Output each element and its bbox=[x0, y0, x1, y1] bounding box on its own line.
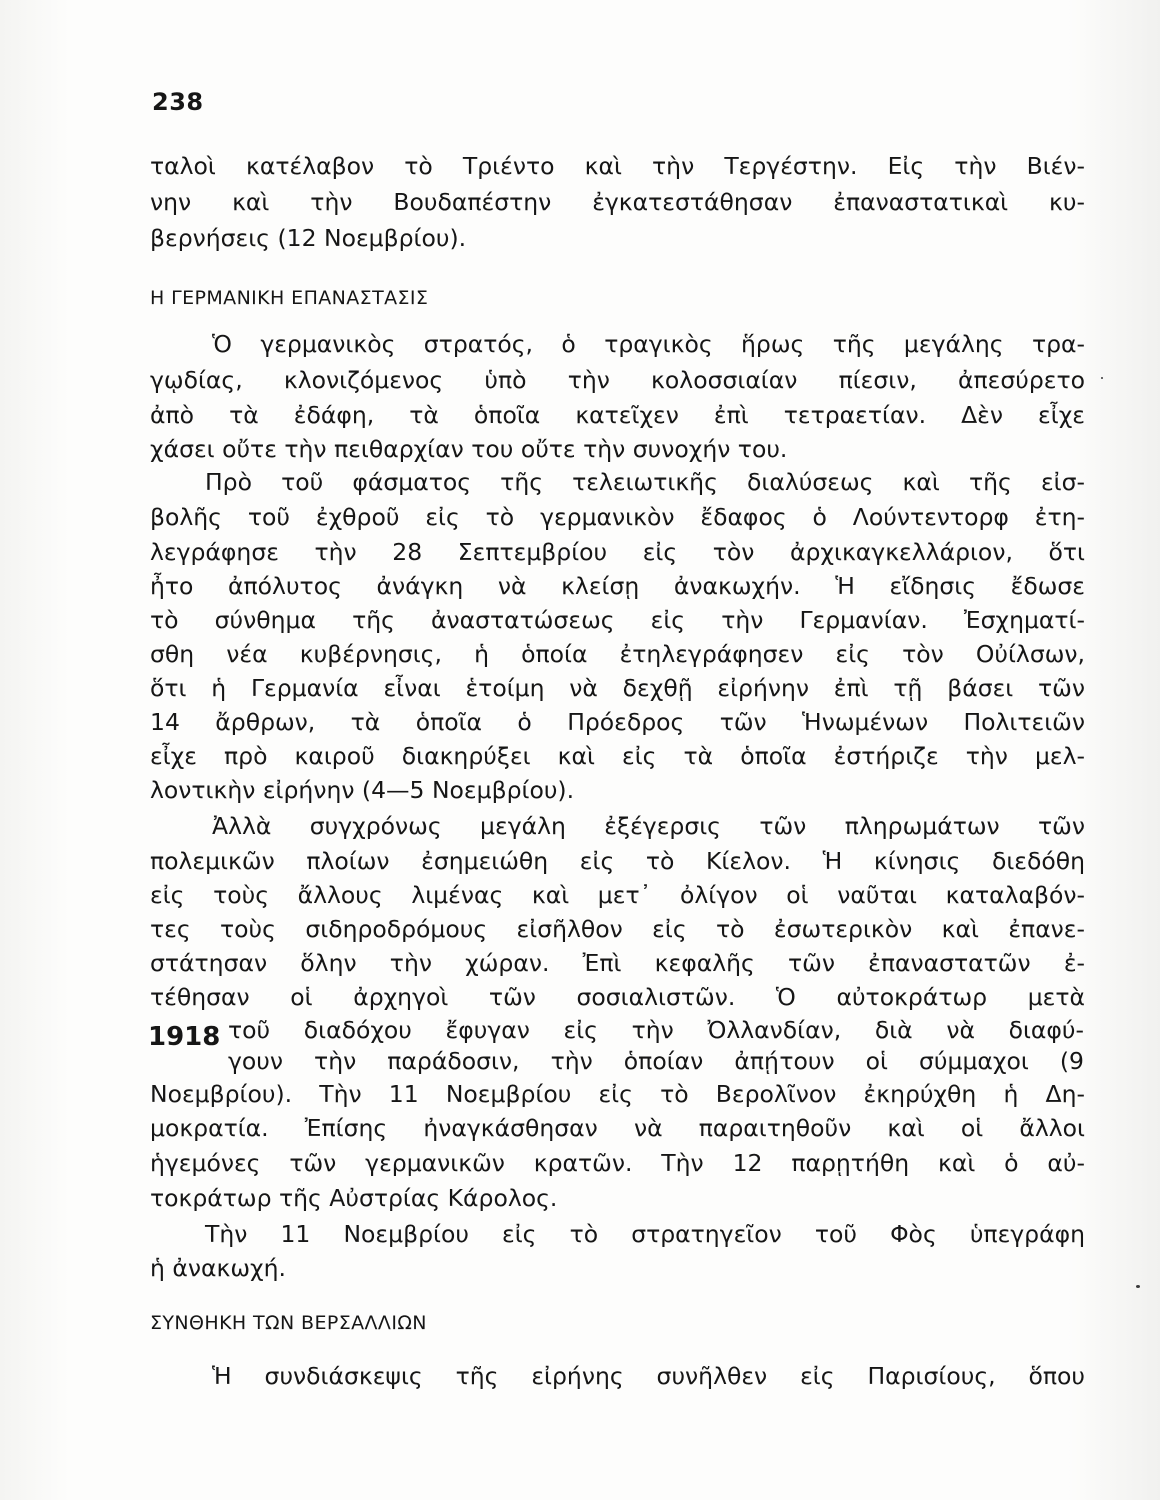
text-line: Πρὸ τοῦ φάσματος τῆς τελειωτικῆς διαλύσεως καὶ τῆς εἰσ- bbox=[205, 468, 1085, 496]
text-line: βολῆς τοῦ ἐχθροῦ εἰς τὸ γερμανικὸν ἔδαφος ὁ Λούντεντορφ ἐτη- bbox=[150, 503, 1085, 531]
page-number: 238 bbox=[152, 88, 204, 116]
text-line: γῳδίας, κλονιζόμενος ὑπὸ τὴν κολοσσιαίαν πίεσιν, ἀπεσύρετο bbox=[150, 366, 1085, 394]
text-line: τοκράτωρ τῆς Αὐστρίας Κάρολος. bbox=[150, 1184, 558, 1212]
text-line: τέθησαν οἱ ἀρχηγοὶ τῶν σοσιαλιστῶν. Ὁ αὐτοκράτωρ μετὰ bbox=[150, 983, 1085, 1011]
text-line: νην καὶ τὴν Βουδαπέστην ἐγκατεστάθησαν ἐπαναστατικαὶ κυ- bbox=[150, 188, 1085, 216]
text-line: τες τοὺς σιδηροδρόμους εἰσῆλθον εἰς τὸ ἐσωτερικὸν καὶ ἐπανε- bbox=[150, 915, 1085, 943]
text-line: Τὴν 11 Νοεμβρίου εἰς τὸ στρατηγεῖον τοῦ Φὸς ὑπεγράφη bbox=[205, 1220, 1085, 1248]
text-line: τοῦ διαδόχου ἔφυγαν εἰς τὴν Ὀλλανδίαν, διὰ νὰ διαφύ- bbox=[228, 1016, 1084, 1044]
text-line: ἀπὸ τὰ ἐδάφη, τὰ ὁποῖα κατεῖχεν ἐπὶ τετραετίαν. Δὲν εἶχε bbox=[150, 401, 1085, 429]
text-line: Ἡ συνδιάσκεψις τῆς εἰρήνης συνῆλθεν εἰς Παρισίους, ὅπου bbox=[212, 1362, 1085, 1390]
section-heading-german-revolution: Η ΓΕΡΜΑΝΙΚΗ ΕΠΑΝΑΣΤΑΣΙΣ bbox=[150, 287, 429, 309]
text-line: εἰς τοὺς ἄλλους λιμένας καὶ μετ᾿ ὀλίγον οἱ ναῦται καταλαβόν- bbox=[150, 881, 1085, 909]
text-line: λοντικὴν εἰρήνην (4—5 Νοεμβρίου). bbox=[150, 776, 575, 804]
text-line: χάσει οὔτε τὴν πειθαρχίαν του οὔτε τὴν συνοχήν του. bbox=[150, 435, 788, 463]
text-line: ἡ ἀνακωχή. bbox=[150, 1254, 286, 1282]
text-line: πολεμικῶν πλοίων ἐσημειώθη εἰς τὸ Κίελον. Ἡ κίνησις διεδόθη bbox=[150, 847, 1085, 875]
text-line: ἡγεμόνες τῶν γερμανικῶν κρατῶν. Τὴν 12 παρῃτήθη καὶ ὁ αὐ- bbox=[150, 1149, 1085, 1177]
text-line: ταλοὶ κατέλαβον τὸ Τριέντο καὶ τὴν Τεργέστην. Εἰς τὴν Βιέν- bbox=[150, 152, 1085, 180]
text-line: τὸ σύνθημα τῆς ἀναστατώσεως εἰς τὴν Γερμανίαν. Ἐσχηματί- bbox=[150, 606, 1085, 634]
text-line: ἦτο ἀπόλυτος ἀνάγκη νὰ κλείσῃ ἀνακωχήν. Ἡ εἴδησις ἔδωσε bbox=[150, 572, 1085, 600]
text-line: 14 ἄρθρων, τὰ ὁποῖα ὁ Πρόεδρος τῶν Ἡνωμένων Πολιτειῶν bbox=[150, 708, 1085, 736]
text-line: σθη νέα κυβέρνησις, ἡ ὁποία ἐτηλεγράφησεν εἰς τὸν Οὐίλσων, bbox=[150, 640, 1085, 668]
section-heading-treaty-versailles: ΣΥΝΘΗΚΗ ΤΩΝ ΒΕΡΣΑΛΛΙΩΝ bbox=[150, 1312, 427, 1334]
text-line: εἶχε πρὸ καιροῦ διακηρύξει καὶ εἰς τὰ ὁποῖα ἐστήριζε τὴν μελ- bbox=[150, 742, 1085, 770]
text-line: λεγράφησε τὴν 28 Σεπτεμβρίου εἰς τὸν ἀρχικαγκελλάριον, ὅτι bbox=[150, 538, 1085, 566]
text-line: Νοεμβρίου). Τὴν 11 Νοεμβρίου εἰς τὸ Βερολῖνον ἐκηρύχθη ἡ Δη- bbox=[150, 1080, 1085, 1108]
text-line: βερνήσεις (12 Νοεμβρίου). bbox=[150, 224, 467, 252]
text-line: μοκρατία. Ἐπίσης ἠναγκάσθησαν νὰ παραιτηθοῦν καὶ οἱ ἄλλοι bbox=[150, 1114, 1085, 1142]
text-line: Ὁ γερμανικὸς στρατός, ὁ τραγικὸς ἥρως τῆς μεγάλης τρα- bbox=[212, 330, 1085, 358]
text-line: Ἀλλὰ συγχρόνως μεγάλη ἐξέγερσις τῶν πληρωμάτων τῶν bbox=[212, 812, 1085, 840]
scan-speck bbox=[1136, 1285, 1140, 1288]
text-line: στάτησαν ὅλην τὴν χώραν. Ἐπὶ κεφαλῆς τῶν ἐπαναστατῶν ἐ- bbox=[150, 949, 1085, 977]
scan-speck bbox=[1101, 377, 1103, 379]
margin-year-note: 1918 bbox=[148, 1022, 221, 1052]
text-line: γουν τὴν παράδοσιν, τὴν ὁποίαν ἀπῄτουν οἱ σύμμαχοι (9 bbox=[228, 1047, 1084, 1075]
text-line: ὅτι ἡ Γερμανία εἶναι ἑτοίμη νὰ δεχθῇ εἰρήνην ἐπὶ τῇ βάσει τῶν bbox=[150, 674, 1085, 702]
